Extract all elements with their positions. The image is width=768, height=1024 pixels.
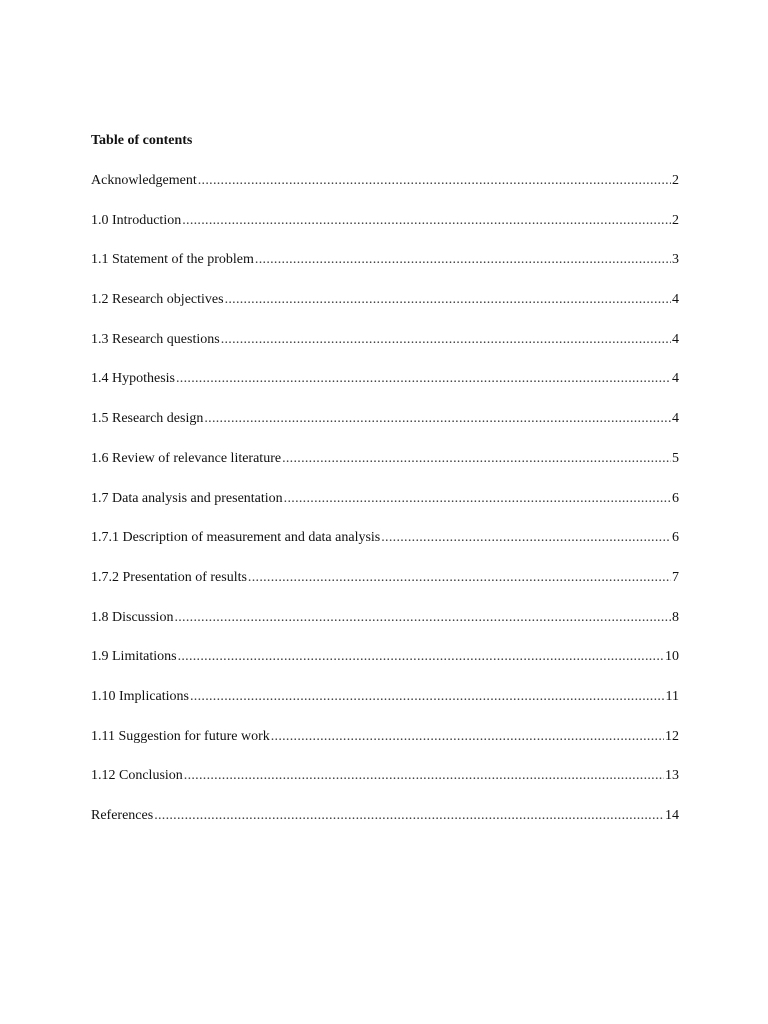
toc-entry-text: 1.9 Limitations: [91, 649, 177, 665]
toc-entry-page-number: 12: [665, 728, 679, 744]
toc-entry[interactable]: [91, 806, 679, 846]
toc-dot-leader: [221, 330, 671, 350]
toc-dot-leader: [178, 647, 664, 667]
toc-dot-leader: [176, 369, 671, 389]
toc-entry-page-number: 6: [672, 530, 679, 546]
toc-dot-leader: [198, 171, 671, 191]
toc-entry[interactable]: [91, 687, 679, 727]
toc-entry-text: 1.0 Introduction: [91, 212, 182, 228]
toc-entry[interactable]: [91, 211, 679, 251]
toc-entry[interactable]: [91, 766, 679, 806]
toc-entry-page-number: 11: [665, 688, 679, 704]
toc-entry-page-number: 5: [672, 450, 679, 466]
toc-entry-page-number: 4: [672, 411, 679, 427]
toc-entry[interactable]: [91, 568, 679, 608]
toc-dot-leader: [154, 806, 664, 826]
toc-entry-text: 1.12 Conclusion: [91, 768, 183, 784]
toc-entry-text: 1.7 Data analysis and presentation: [91, 490, 283, 506]
toc-entry-text: 1.5 Research design: [91, 411, 204, 427]
toc-entry[interactable]: [91, 449, 679, 489]
toc-entry-text: 1.7.2 Presentation of results: [91, 569, 247, 585]
toc-entry-text: 1.3 Research questions: [91, 331, 220, 347]
toc-entry-page-number: 3: [672, 252, 679, 268]
toc-dot-leader: [174, 608, 671, 628]
toc-entry-text: 1.8 Discussion: [91, 609, 174, 625]
toc-entry[interactable]: [91, 489, 679, 529]
toc-entry-page-number: 4: [672, 331, 679, 347]
toc-dot-leader: [184, 766, 664, 786]
toc-dot-leader: [182, 211, 671, 231]
toc-entry-page-number: 4: [672, 292, 679, 308]
toc-entry[interactable]: [91, 608, 679, 648]
toc-entry[interactable]: [91, 250, 679, 290]
toc-entry-page-number: 10: [665, 649, 679, 665]
toc-dot-leader: [204, 409, 671, 429]
toc-entry[interactable]: [91, 330, 679, 370]
toc-entry-text: 1.10 Implications: [91, 688, 189, 704]
toc-dot-leader: [284, 489, 671, 509]
toc-dot-leader: [255, 250, 671, 270]
toc-entry[interactable]: [91, 369, 679, 409]
toc-entry-page-number: 2: [672, 212, 679, 228]
toc-entry-text: References: [91, 808, 154, 823]
toc-entry-page-number: 8: [672, 609, 679, 625]
toc-entry[interactable]: [91, 171, 679, 211]
toc-entry[interactable]: [91, 409, 679, 449]
toc-entry-text: 1.7.1 Description of measurement and data analysis: [91, 530, 381, 546]
toc-entry-text: 1.2 Research objectives: [91, 292, 224, 308]
toc-dot-leader: [282, 449, 671, 469]
toc-dot-leader: [225, 290, 671, 310]
toc-dot-leader: [248, 568, 671, 588]
toc-entry-text: 1.1 Statement of the problem: [91, 252, 254, 268]
toc-dot-leader: [381, 528, 671, 548]
toc-entry[interactable]: [91, 727, 679, 767]
toc-entry[interactable]: [91, 647, 679, 687]
toc-heading: Table of contents: [91, 133, 193, 148]
toc-entry[interactable]: [91, 528, 679, 568]
toc-entry-text: Acknowledgement: [91, 173, 197, 188]
toc-entry-page-number: 4: [672, 371, 679, 387]
toc-entry-page-number: 14: [665, 808, 679, 823]
toc-entry[interactable]: [91, 290, 679, 330]
toc-dot-leader: [271, 727, 664, 747]
toc-list: [91, 171, 679, 846]
toc-entry-page-number: 6: [672, 490, 679, 506]
toc-entry-text: 1.6 Review of relevance literature: [91, 450, 282, 466]
toc-entry-page-number: 13: [665, 768, 679, 784]
toc-dot-leader: [190, 687, 665, 707]
toc-entry-page-number: 2: [672, 173, 679, 188]
toc-entry-text: 1.4 Hypothesis: [91, 371, 175, 387]
toc-entry-text: 1.11 Suggestion for future work: [91, 728, 270, 744]
toc-entry-page-number: 7: [672, 569, 679, 585]
